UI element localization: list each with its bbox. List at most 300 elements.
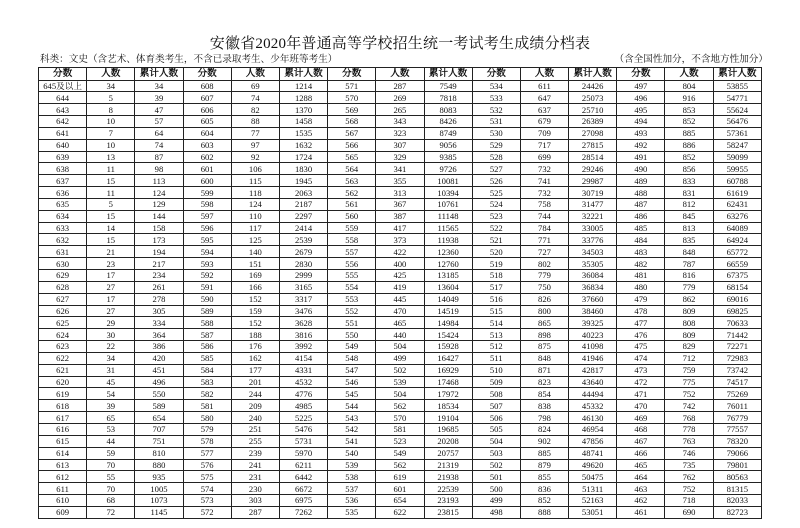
cumulative-count-cell: 1632 (279, 139, 327, 151)
count-cell: 637 (520, 104, 568, 116)
count-cell: 798 (520, 412, 568, 424)
score-cell: 487 (617, 198, 665, 210)
count-cell: 8 (87, 104, 135, 116)
cumulative-count-cell: 1214 (279, 80, 327, 92)
table-row (39, 175, 762, 187)
count-cell: 152 (231, 317, 279, 329)
count-cell: 440 (376, 329, 424, 341)
score-cell: 511 (472, 352, 520, 364)
cumulative-count-cell: 10081 (424, 175, 472, 187)
count-cell: 14 (87, 222, 135, 234)
score-cell: 469 (617, 412, 665, 424)
score-cell: 575 (183, 471, 231, 483)
score-cell: 485 (617, 222, 665, 234)
cumulative-count-cell: 48741 (569, 447, 617, 459)
score-cell: 507 (472, 400, 520, 412)
count-cell: 622 (376, 506, 424, 518)
table-row (39, 435, 762, 447)
count-cell: 188 (231, 329, 279, 341)
count-cell: 110 (231, 210, 279, 222)
score-cell: 608 (183, 80, 231, 92)
table-row (39, 92, 762, 104)
cumulative-count-cell: 27815 (569, 139, 617, 151)
cumulative-count-cell: 39 (135, 92, 183, 104)
count-cell: 92 (231, 151, 279, 163)
cumulative-count-cell: 11938 (424, 234, 472, 246)
score-cell: 493 (617, 127, 665, 139)
count-cell: 65 (87, 412, 135, 424)
count-cell: 784 (520, 222, 568, 234)
count-header: 人数 (376, 68, 424, 81)
score-cell: 603 (183, 139, 231, 151)
count-cell: 417 (376, 222, 424, 234)
cumulative-count-cell: 30719 (569, 187, 617, 199)
score-cell: 490 (617, 163, 665, 175)
cumulative-count-cell: 72983 (713, 352, 761, 364)
score-cell: 508 (472, 388, 520, 400)
count-cell: 732 (520, 163, 568, 175)
score-cell: 557 (328, 246, 376, 258)
table-row (39, 246, 762, 258)
count-cell: 230 (231, 483, 279, 495)
count-cell: 15 (87, 210, 135, 222)
count-cell: 865 (520, 317, 568, 329)
score-cell: 514 (472, 317, 520, 329)
score-cell: 643 (39, 104, 87, 116)
score-cell: 542 (328, 423, 376, 435)
count-cell: 97 (231, 139, 279, 151)
cumulative-count-cell: 18534 (424, 400, 472, 412)
score-cell: 543 (328, 412, 376, 424)
cumulative-count-cell: 61619 (713, 187, 761, 199)
score-cell: 601 (183, 163, 231, 175)
score-cell: 529 (472, 139, 520, 151)
score-cell: 637 (39, 175, 87, 187)
score-cell: 550 (328, 329, 376, 341)
score-cell: 618 (39, 400, 87, 412)
count-cell: 758 (520, 198, 568, 210)
score-cell: 483 (617, 246, 665, 258)
count-cell: 88 (231, 116, 279, 128)
score-cell: 605 (183, 116, 231, 128)
count-cell: 852 (665, 116, 713, 128)
count-cell: 303 (231, 495, 279, 507)
count-cell: 759 (665, 364, 713, 376)
score-cell: 525 (472, 187, 520, 199)
cumulative-count-cell: 33005 (569, 222, 617, 234)
score-cell: 521 (472, 234, 520, 246)
cumulative-count-cell: 49620 (569, 459, 617, 471)
score-cell: 595 (183, 234, 231, 246)
cumulative-count-cell: 1945 (279, 175, 327, 187)
cumulative-count-cell: 16929 (424, 364, 472, 376)
count-cell: 690 (665, 506, 713, 518)
table-row (39, 281, 762, 293)
count-cell: 425 (376, 270, 424, 282)
count-cell: 106 (231, 163, 279, 175)
count-cell: 885 (665, 127, 713, 139)
cumulative-count-cell: 11565 (424, 222, 472, 234)
count-cell: 539 (376, 376, 424, 388)
count-cell: 13 (87, 151, 135, 163)
score-cell: 640 (39, 139, 87, 151)
score-cell: 571 (328, 80, 376, 92)
count-cell: 888 (520, 506, 568, 518)
cumulative-count-cell: 11148 (424, 210, 472, 222)
score-cell: 544 (328, 400, 376, 412)
count-cell: 265 (376, 104, 424, 116)
count-cell: 59 (87, 447, 135, 459)
cumulative-count-cell: 129 (135, 198, 183, 210)
cumulative-count-cell: 23193 (424, 495, 472, 507)
score-cell: 502 (472, 459, 520, 471)
score-cell: 538 (328, 471, 376, 483)
score-cell: 472 (617, 376, 665, 388)
score-cell: 527 (472, 163, 520, 175)
count-cell: 845 (665, 210, 713, 222)
count-cell: 778 (665, 423, 713, 435)
count-cell: 570 (376, 412, 424, 424)
count-cell: 470 (376, 305, 424, 317)
cumulative-count-cell: 62431 (713, 198, 761, 210)
score-cell: 560 (328, 210, 376, 222)
cumulative-count-cell: 13185 (424, 270, 472, 282)
score-cell: 499 (472, 495, 520, 507)
count-cell: 68 (87, 495, 135, 507)
score-cell: 597 (183, 210, 231, 222)
score-cell: 576 (183, 459, 231, 471)
count-cell: 854 (520, 388, 568, 400)
cumulative-count-cell: 9385 (424, 151, 472, 163)
cumulative-count-cell: 2187 (279, 198, 327, 210)
score-cell: 512 (472, 341, 520, 353)
cumulative-count-cell: 22539 (424, 483, 472, 495)
count-cell: 823 (520, 376, 568, 388)
cumulative-count-cell: 8426 (424, 116, 472, 128)
cumulative-count-cell: 5731 (279, 435, 327, 447)
count-header: 人数 (87, 68, 135, 81)
score-cell: 536 (328, 495, 376, 507)
count-cell: 742 (665, 400, 713, 412)
score-cell: 614 (39, 447, 87, 459)
score-cell: 488 (617, 187, 665, 199)
score-cell: 504 (472, 435, 520, 447)
count-cell: 902 (520, 435, 568, 447)
count-cell: 875 (520, 341, 568, 353)
score-cell: 559 (328, 222, 376, 234)
count-cell: 118 (231, 187, 279, 199)
table-row (39, 210, 762, 222)
score-cell: 628 (39, 281, 87, 293)
score-cell: 625 (39, 317, 87, 329)
score-cell: 467 (617, 435, 665, 447)
score-cell: 515 (472, 305, 520, 317)
score-cell: 519 (472, 258, 520, 270)
score-cell: 480 (617, 281, 665, 293)
score-cell: 564 (328, 163, 376, 175)
count-cell: 879 (520, 459, 568, 471)
count-cell: 852 (520, 495, 568, 507)
count-cell: 835 (665, 234, 713, 246)
cumulative-count-cell: 7549 (424, 80, 472, 92)
cumulative-count-cell: 4532 (279, 376, 327, 388)
cumulative-count-cell: 10761 (424, 198, 472, 210)
cumulative-count-cell: 46130 (569, 412, 617, 424)
count-cell: 287 (231, 506, 279, 518)
count-cell: 445 (376, 293, 424, 305)
count-cell: 367 (376, 198, 424, 210)
cumulative-count-cell: 36834 (569, 281, 617, 293)
score-cell: 518 (472, 270, 520, 282)
cumulative-count-cell: 69016 (713, 293, 761, 305)
count-cell: 744 (520, 210, 568, 222)
score-cell: 463 (617, 483, 665, 495)
cumulative-count-cell: 7818 (424, 92, 472, 104)
cumulative-count-cell: 20208 (424, 435, 472, 447)
table-row (39, 364, 762, 376)
cumulative-count-cell: 21938 (424, 471, 472, 483)
count-cell: 17 (87, 270, 135, 282)
count-cell: 269 (376, 92, 424, 104)
score-cell: 540 (328, 447, 376, 459)
cumulative-count-header: 累计人数 (569, 68, 617, 81)
count-cell: 10 (87, 116, 135, 128)
cumulative-count-cell: 113 (135, 175, 183, 187)
table-row (39, 341, 762, 353)
score-cell: 466 (617, 447, 665, 459)
count-cell: 809 (665, 329, 713, 341)
count-cell: 341 (376, 163, 424, 175)
count-cell: 169 (231, 270, 279, 282)
count-cell: 5 (87, 92, 135, 104)
score-header: 分数 (39, 68, 87, 81)
count-cell: 752 (665, 483, 713, 495)
table-row (39, 222, 762, 234)
cumulative-count-cell: 17468 (424, 376, 472, 388)
cumulative-count-cell: 71442 (713, 329, 761, 341)
score-cell: 641 (39, 127, 87, 139)
cumulative-count-cell: 364 (135, 329, 183, 341)
count-cell: 856 (665, 163, 713, 175)
count-cell: 611 (520, 80, 568, 92)
count-cell: 22 (87, 341, 135, 353)
score-cell: 537 (328, 483, 376, 495)
cumulative-count-cell: 654 (135, 412, 183, 424)
cumulative-count-cell: 13604 (424, 281, 472, 293)
score-cell: 638 (39, 163, 87, 175)
score-cell: 568 (328, 116, 376, 128)
cumulative-count-cell: 87 (135, 151, 183, 163)
table-row (39, 163, 762, 175)
score-cell: 645及以上 (39, 80, 87, 92)
score-cell: 624 (39, 329, 87, 341)
count-cell: 209 (231, 400, 279, 412)
score-cell: 600 (183, 175, 231, 187)
cumulative-count-cell: 1535 (279, 127, 327, 139)
count-header: 人数 (231, 68, 279, 81)
score-cell: 584 (183, 364, 231, 376)
page-title: 安徽省2020年普通高等学校招生统一考试考生成绩分档表 (209, 36, 591, 52)
cumulative-count-cell: 23815 (424, 506, 472, 518)
count-cell: 287 (376, 80, 424, 92)
cumulative-count-cell: 50475 (569, 471, 617, 483)
count-cell: 77 (231, 127, 279, 139)
score-cell: 622 (39, 352, 87, 364)
score-cell: 522 (472, 222, 520, 234)
cumulative-count-cell: 44494 (569, 388, 617, 400)
score-cell: 569 (328, 104, 376, 116)
count-cell: 313 (376, 187, 424, 199)
count-cell: 323 (376, 127, 424, 139)
count-cell: 82 (231, 104, 279, 116)
count-cell: 808 (665, 317, 713, 329)
cumulative-count-cell: 4331 (279, 364, 327, 376)
score-cell: 570 (328, 92, 376, 104)
score-cell: 623 (39, 341, 87, 353)
cumulative-count-cell: 41098 (569, 341, 617, 353)
score-cell: 495 (617, 104, 665, 116)
score-cell: 612 (39, 471, 87, 483)
count-cell: 45 (87, 376, 135, 388)
cumulative-count-cell: 24426 (569, 80, 617, 92)
cumulative-count-cell: 3165 (279, 281, 327, 293)
count-cell: 201 (231, 376, 279, 388)
count-cell: 5 (87, 198, 135, 210)
score-cell: 635 (39, 198, 87, 210)
table-row (39, 127, 762, 139)
cumulative-count-cell: 38460 (569, 305, 617, 317)
cumulative-count-cell: 589 (135, 400, 183, 412)
score-cell: 596 (183, 222, 231, 234)
score-cell: 611 (39, 483, 87, 495)
count-cell: 775 (665, 376, 713, 388)
count-cell: 504 (376, 341, 424, 353)
cumulative-count-cell: 8083 (424, 104, 472, 116)
cumulative-count-cell: 124 (135, 187, 183, 199)
score-cell: 509 (472, 376, 520, 388)
cumulative-count-cell: 880 (135, 459, 183, 471)
score-cell: 616 (39, 423, 87, 435)
cumulative-count-cell: 10394 (424, 187, 472, 199)
score-cell: 478 (617, 305, 665, 317)
cumulative-count-cell: 64 (135, 127, 183, 139)
cumulative-count-cell: 5476 (279, 423, 327, 435)
score-cell: 586 (183, 341, 231, 353)
score-cell: 558 (328, 234, 376, 246)
score-cell: 577 (183, 447, 231, 459)
count-cell: 55 (87, 471, 135, 483)
count-cell: 647 (520, 92, 568, 104)
score-cell: 505 (472, 423, 520, 435)
count-cell: 833 (665, 175, 713, 187)
cumulative-count-cell: 21319 (424, 459, 472, 471)
count-cell: 654 (376, 495, 424, 507)
count-cell: 886 (665, 139, 713, 151)
score-cell: 609 (39, 506, 87, 518)
cumulative-count-cell: 74 (135, 139, 183, 151)
table-row (39, 388, 762, 400)
cumulative-count-cell: 52163 (569, 495, 617, 507)
score-cell: 593 (183, 258, 231, 270)
count-cell: 44 (87, 435, 135, 447)
cumulative-count-cell: 935 (135, 471, 183, 483)
count-cell: 241 (231, 459, 279, 471)
score-cell: 481 (617, 270, 665, 282)
score-cell: 590 (183, 293, 231, 305)
cumulative-count-cell: 29987 (569, 175, 617, 187)
count-cell: 69 (231, 80, 279, 92)
cumulative-count-cell: 55624 (713, 104, 761, 116)
score-cell: 567 (328, 127, 376, 139)
cumulative-count-cell: 29246 (569, 163, 617, 175)
cumulative-count-cell: 2539 (279, 234, 327, 246)
cumulative-count-cell: 12760 (424, 258, 472, 270)
cumulative-count-cell: 158 (135, 222, 183, 234)
cumulative-count-cell: 34 (135, 80, 183, 92)
count-cell: 307 (376, 139, 424, 151)
count-cell: 741 (520, 175, 568, 187)
score-cell: 583 (183, 376, 231, 388)
cumulative-count-cell: 82723 (713, 506, 761, 518)
count-cell: 809 (665, 305, 713, 317)
score-cell: 501 (472, 471, 520, 483)
table-row (39, 471, 762, 483)
count-cell: 804 (665, 80, 713, 92)
count-cell: 400 (376, 258, 424, 270)
count-cell: 848 (665, 246, 713, 258)
cumulative-count-cell: 217 (135, 258, 183, 270)
table-row (39, 116, 762, 128)
count-cell: 23 (87, 258, 135, 270)
count-cell: 852 (665, 151, 713, 163)
score-cell: 636 (39, 187, 87, 199)
cumulative-count-cell: 54771 (713, 92, 761, 104)
cumulative-count-cell: 57361 (713, 127, 761, 139)
count-cell: 779 (665, 281, 713, 293)
score-cell: 545 (328, 388, 376, 400)
score-cell: 506 (472, 412, 520, 424)
score-cell: 599 (183, 187, 231, 199)
count-cell: 768 (665, 412, 713, 424)
count-cell: 240 (231, 412, 279, 424)
count-cell: 53 (87, 423, 135, 435)
cumulative-count-cell: 82033 (713, 495, 761, 507)
score-cell: 554 (328, 281, 376, 293)
count-cell: 329 (376, 151, 424, 163)
count-cell: 54 (87, 388, 135, 400)
score-cell: 475 (617, 341, 665, 353)
count-cell: 746 (665, 447, 713, 459)
score-cell: 473 (617, 364, 665, 376)
score-cell: 476 (617, 329, 665, 341)
table-row (39, 423, 762, 435)
cumulative-count-cell: 751 (135, 435, 183, 447)
cumulative-count-cell: 420 (135, 352, 183, 364)
cumulative-count-cell: 17972 (424, 388, 472, 400)
table-row (39, 104, 762, 116)
count-cell: 115 (231, 175, 279, 187)
score-cell: 464 (617, 471, 665, 483)
cumulative-count-cell: 64924 (713, 234, 761, 246)
score-cell: 551 (328, 317, 376, 329)
table-row (39, 187, 762, 199)
score-cell: 578 (183, 435, 231, 447)
score-cell: 610 (39, 495, 87, 507)
score-cell: 582 (183, 388, 231, 400)
count-cell: 699 (520, 151, 568, 163)
count-cell: 762 (665, 471, 713, 483)
cumulative-count-cell: 6672 (279, 483, 327, 495)
